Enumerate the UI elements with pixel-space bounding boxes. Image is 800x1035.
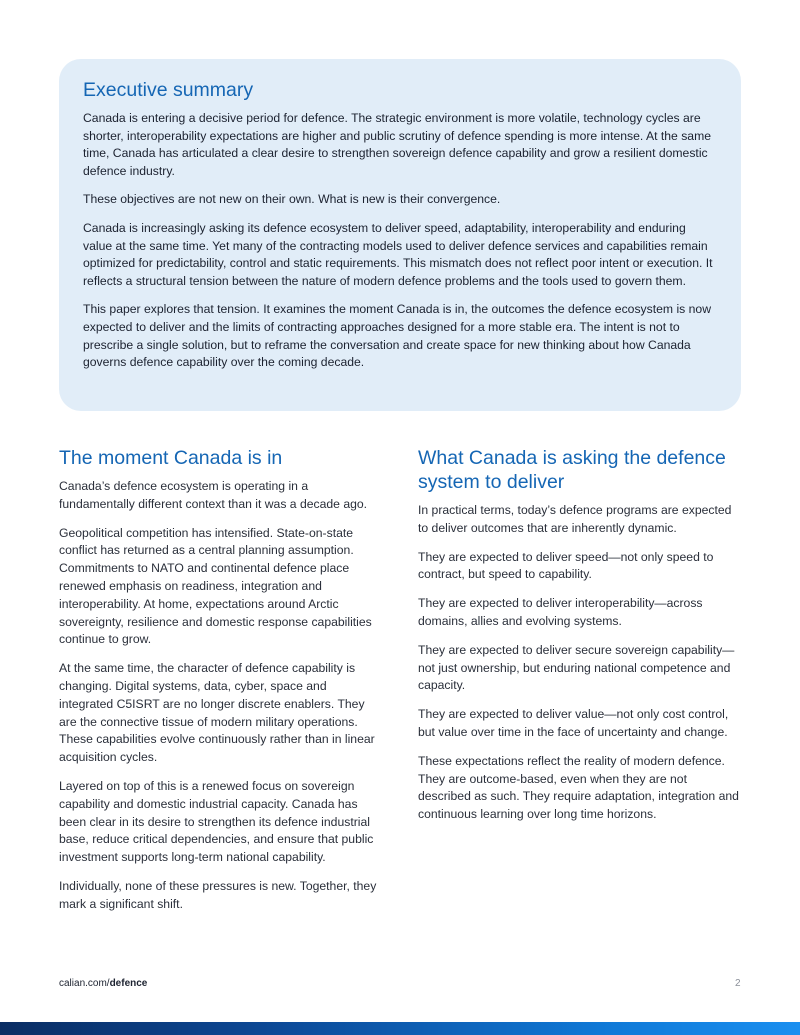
body-paragraph: In practical terms, today’s defence programs are expected to deliver outcomes that are inherently dynamic. [418,503,732,535]
body-paragraph: They are expected to deliver secure sovereign capability—not just ownership, but enduring national competence and capacity. [418,642,735,693]
executive-summary-box [59,59,741,411]
executive-summary-title: Executive summary [83,79,254,101]
footer-link-path: defence [109,978,148,989]
body-paragraph: They are expected to deliver value—not only cost control, but value over time in the face of uncertainty and change. [418,707,729,739]
body-paragraph: These expectations reflect the reality of modern defence. They are outcome-based, even when they are not described as such. They require adaptation, integration and continuous learning over long time horizons. [418,753,739,822]
footer-website-link[interactable] [59,978,147,989]
body-paragraph: At the same time, the character of defence capability is changing. Digital systems, data, cyber, space and integrated C5ISRT are no longer discrete enablers. They are the connective tissue of modern military operations. These capabilities evolve continuously rather than in linear acquisition cycles. [59,661,375,765]
moment-canada-section [59,446,381,925]
summary-paragraph: Canada is entering a decisive period for defence. The strategic environment is more volatile, technology cycles are shorter, interoperability expectations are higher and public scrutiny of defence spending is more intense. At the same time, Canada has articulated a clear desire to strengthen sovereign defence capability and grow a resilient domestic defence industry. [83,111,712,178]
body-paragraph: They are expected to deliver speed—not only speed to contract, but speed to capability. [418,549,714,582]
body-paragraph: Geopolitical competition has intensified. State-on-state conflict has returned as a central planning assumption. Commitments to NATO and continental defence place renewed emphasis on readiness, integration and interoperability. At home, expectations around Arctic sovereignty, resilience and domestic response capabilities continue to grow. [59,525,372,647]
moment-canada-heading: The moment Canada is in [59,447,283,469]
canada-asking-heading: What Canada is asking the defence system to deliver [418,447,726,493]
body-paragraph: Canada’s defence ecosystem is operating in a fundamentally different context than it was a decade ago. [59,479,368,511]
page-number: 2 [735,978,741,989]
bottom-brand-bar [0,1022,800,1035]
body-paragraph: Individually, none of these pressures is new. Together, they mark a significant shift. [59,878,377,911]
body-paragraph: They are expected to deliver interoperability—across domains, allies and evolving systems. [418,596,703,628]
footer-link-domain: calian.com/ [59,978,110,989]
body-paragraph: Layered on top of this is a renewed focus on sovereign capability and domestic industrial capacity. Canada has been clear in its desire to strengthen its defence industrial base, reduce critical dependencies, and ensure that public investment supports long-term national capability. [59,778,374,865]
summary-paragraph: These objectives are not new on their own. What is new is their convergence. [83,192,501,207]
summary-paragraph: Canada is increasingly asking its defence ecosystem to deliver speed, adaptability, interoperability and enduring value at the same time. Yet many of the contracting models used to deliver defence services and capabilities remain optimized for predictability, control and static requirements. This mismatch does not reflect poor intent or execution. It reflects a structural tension between the nature of modern defence problems and the tools used to govern them. [83,220,713,288]
canada-asking-section [418,446,740,835]
summary-paragraph: This paper explores that tension. It examines the moment Canada is in, the outcomes the defence ecosystem is now expected to deliver and the limits of contracting approaches designed for a more stable era. The intent is not to prescribe a single solution, but to reframe the conversation and create space for new thinking about how Canada governs defence capability over the coming decade. [83,302,711,370]
